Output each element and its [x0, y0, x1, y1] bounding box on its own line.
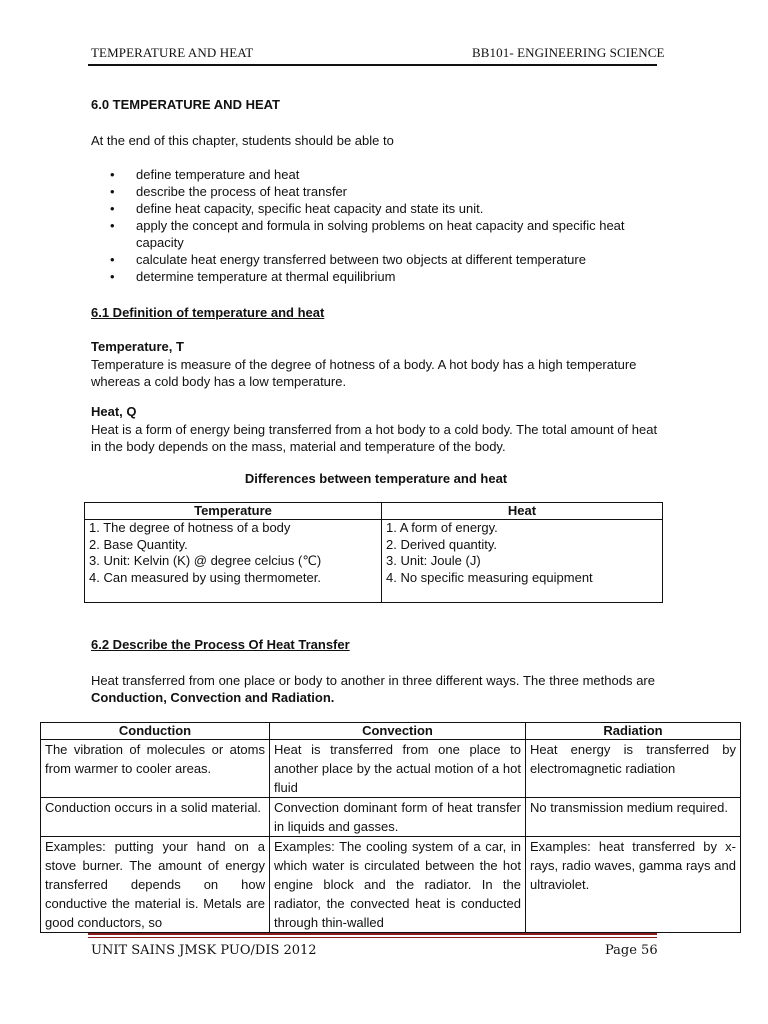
heat-transfer-methods: Conduction, Convection and Radiation. — [91, 690, 335, 705]
temperature-definition: Temperature is measure of the degree of hotness of a body. A hot body has a high temperature whereas a cold body has a low temperature. — [91, 357, 637, 389]
table-cell: Heat energy is transferred by electromagnetic radiation — [526, 740, 741, 798]
objective-item: • calculate heat energy transferred between two objects at different temperature — [110, 251, 660, 268]
differences-title: Differences between temperature and heat — [244, 471, 508, 486]
heat-heading: Heat, Q — [91, 404, 137, 419]
footer-rule-thick — [88, 933, 657, 935]
header-left-title: TEMPERATURE AND HEAT — [91, 45, 254, 60]
heat-item: 4. No specific measuring equipment — [386, 569, 593, 585]
column-header-convection: Convection — [270, 723, 526, 740]
section-title: 6.0 TEMPERATURE AND HEAT — [91, 97, 280, 112]
table-cell: Examples: heat transferred by x-rays, radio waves, gamma rays and ultraviolet. — [526, 837, 741, 933]
section-6-2-title: 6.2 Describe the Process Of Heat Transfer — [91, 637, 350, 652]
section-6-1-title: 6.1 Definition of temperature and heat — [91, 305, 325, 320]
heat-transfer-intro-text: Heat transferred from one place or body to another in three different ways. The three methods are — [91, 673, 655, 688]
temperature-cell — [85, 520, 382, 603]
heat-definition: Heat is a form of energy being transferred from a hot body to a cold body. The total amount of heat in the body depends on the mass, material and temperature of the body. — [91, 422, 658, 454]
table-row — [41, 837, 741, 933]
page-number: Page 56 — [605, 943, 658, 958]
temperature-item: 1. The degree of hotness of a body — [89, 520, 291, 535]
objective-item: • define temperature and heat — [110, 166, 660, 183]
objective-item: • determine temperature at thermal equilibrium — [110, 268, 660, 285]
temperature-heading: Temperature, T — [91, 339, 184, 354]
table-cell: Heat is transferred from one place to another place by the actual motion of a hot fluid — [270, 740, 526, 798]
table-row — [41, 798, 741, 837]
table-cell: No transmission medium required. — [526, 798, 741, 837]
intro-text: At the end of this chapter, students should be able to — [91, 133, 394, 148]
table-cell: Examples: putting your hand on a stove burner. The amount of energy transferred depends on how conductive the material is. Metals are good conductors, so — [41, 837, 270, 933]
table-cell: The vibration of molecules or atoms from warmer to cooler areas. — [41, 740, 270, 798]
column-header-conduction: Conduction — [41, 723, 270, 740]
table-cell: Examples: The cooling system of a car, in which water is circulated between the hot engine block and the radiator. In the radiator, the convected heat is conducted through thin-walled — [270, 837, 526, 933]
header-rule — [88, 64, 657, 66]
temperature-item: 2. Base Quantity. — [89, 536, 188, 552]
table-row — [85, 520, 663, 603]
differences-table — [84, 502, 663, 603]
column-header-temperature: Temperature — [85, 503, 382, 520]
objective-item: • apply the concept and formula in solving problems on heat capacity and specific heat capacity — [110, 217, 660, 251]
table-row — [41, 740, 741, 798]
heat-item: 3. Unit: Joule (J) — [386, 553, 481, 568]
heat-transfer-table — [40, 722, 741, 933]
temperature-item: 4. Can measured by using thermometer. — [89, 569, 321, 585]
footer-left-text: UNIT SAINS JMSK PUO/DIS 2012 — [91, 943, 317, 958]
table-cell: Convection dominant form of heat transfer in liquids and gasses. — [270, 798, 526, 837]
objectives-list — [110, 166, 660, 285]
objective-item: • define heat capacity, specific heat capacity and state its unit. — [110, 200, 660, 217]
objective-item: • describe the process of heat transfer — [110, 183, 660, 200]
column-header-radiation: Radiation — [526, 723, 741, 740]
table-cell: Conduction occurs in a solid material. — [41, 798, 270, 837]
heat-item: 1. A form of energy. — [386, 520, 498, 535]
heat-item: 2. Derived quantity. — [386, 536, 498, 552]
header-right-title: BB101- ENGINEERING SCIENCE — [472, 45, 665, 60]
column-header-heat: Heat — [382, 503, 663, 520]
heat-cell — [382, 520, 663, 603]
temperature-item: 3. Unit: Kelvin (K) @ degree celcius (℃) — [89, 553, 322, 568]
heat-transfer-intro — [91, 672, 655, 706]
footer-rule-thin — [88, 937, 657, 938]
